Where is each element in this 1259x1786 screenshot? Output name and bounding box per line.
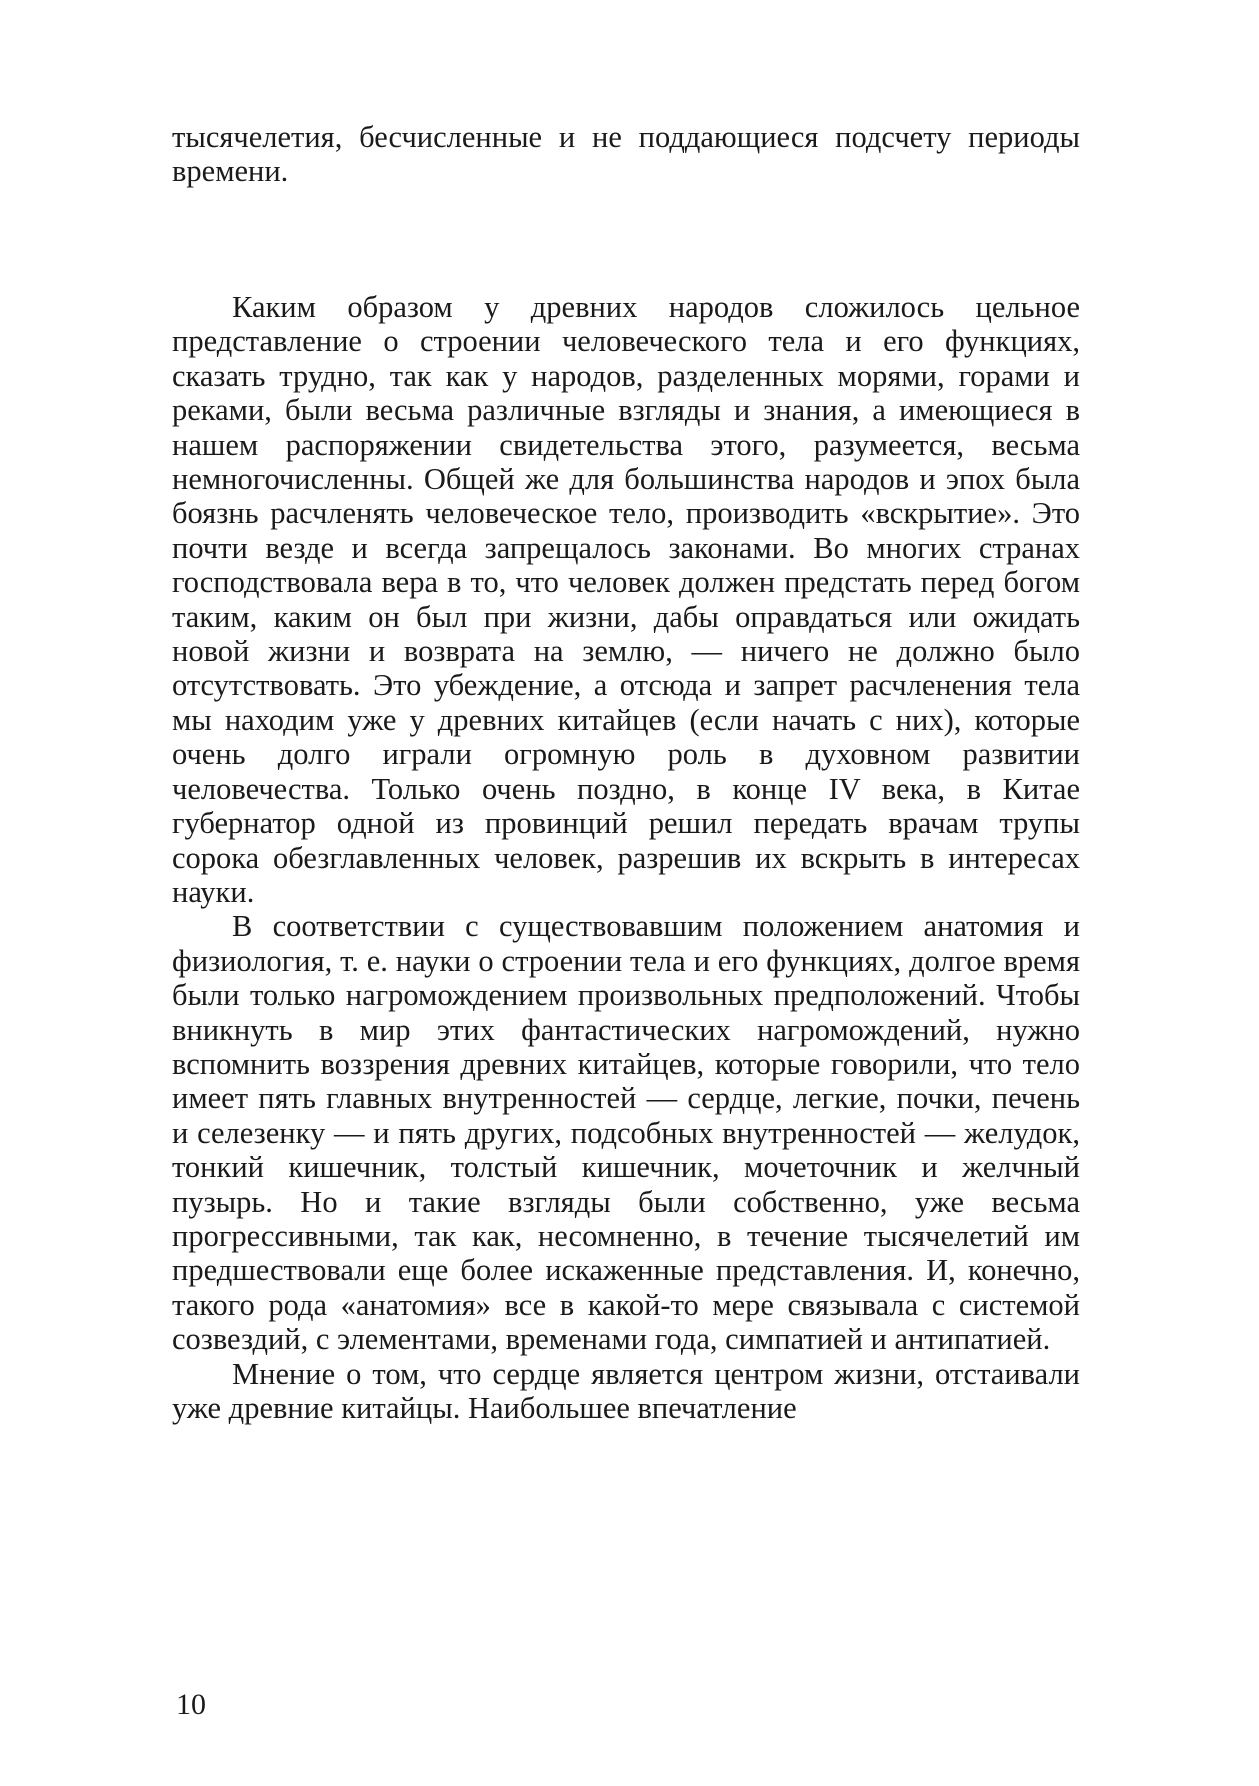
paragraph-2: В соответствии с существовавшим положением анатомия и физиология, т. е. науки о строении тела и его функциях, долгое время были только нагромождением произвольных предположений. Чтобы вникнуть в мир этих фантастических нагромождений, нужно вспомнить воззрения древних китайцев, которые говорили, что тело имеет пять главных внутренностей — сердце, легкие, почки, печень и селезенку — и пять других, подсобных внутренностей — желудок, тонкий кишечник, толстый кишечник, мочеточник и желчный пузырь. Но и такие взгляды были собственно, уже весьма прогрессивными, так как, несомненно, в течение тысячелетий им предшествовали еще более искаженные представления. И, конечно, такого рода «анатомия» все в какой-то мере связывала с системой созвездий, с элементами, временами года, симпатией и антипатией. xyxy=(172,909,1080,1357)
page-number: 10 xyxy=(176,1688,206,1721)
paragraph-3: Мнение о том, что сердце является центром жизни, отстаивали уже древние китайцы. Наибольшее впечатление xyxy=(172,1356,1080,1425)
continued-paragraph: тысячелетия, бесчисленные и не поддающиеся подсчету периоды времени. xyxy=(172,120,1080,189)
paragraph-1: Каким образом у древних народов сложилось цельное представление о строении человеческого тела и его функциях, сказать трудно, так как у народов, разделенных морями, горами и реками, были весьма различные взгляды и знания, а имеющиеся в нашем распоряжении свидетельства этого, разумеется, весьма немногочисленны. Общей же для большинства народов и эпох была боязнь расчленять человеческое тело, производить «вскрытие». Это почти везде и всегда запрещалось законами. Во многих странах господствовала вера в то, что человек должен предстать перед богом таким, каким он был при жизни, дабы оправдаться или ожидать новой жизни и возврата на землю, — ничего не должно было отсутствовать. Это убеждение, а отсюда и запрет расчленения тела мы находим уже у древних китайцев (если начать с них), которые очень долго играли огромную роль в духовном развитии человечества. Только очень поздно, в конце IV века, в Китае губернатор одной из провинций решил передать врачам трупы сорока обезглавленных человек, разрешив их вскрыть в интересах науки. xyxy=(172,290,1080,909)
continued-text-block xyxy=(172,120,1080,189)
main-text-block xyxy=(172,290,1080,1425)
